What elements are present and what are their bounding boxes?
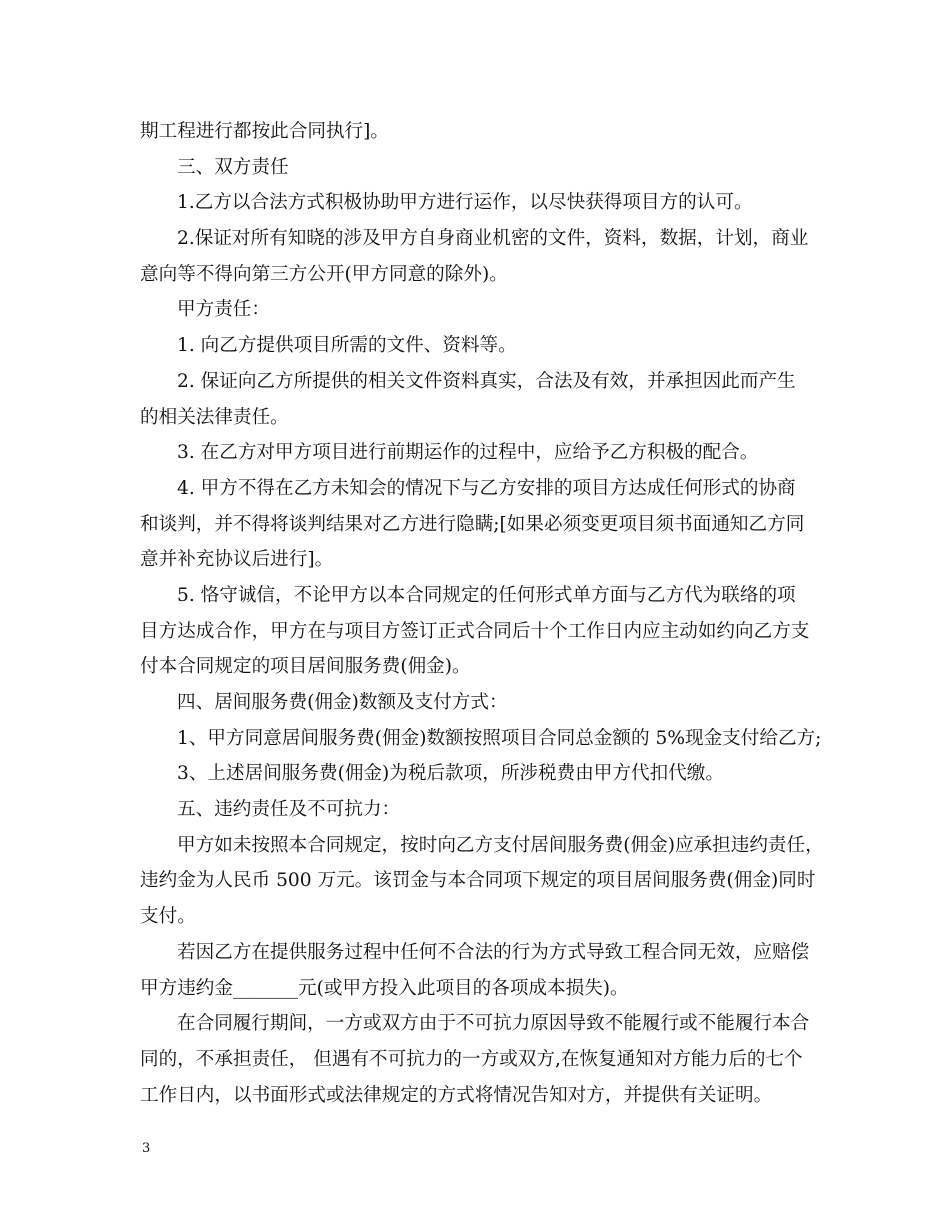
section-heading: 五、违约责任及不可抗力： [177, 799, 401, 821]
text-line: 4. 甲方不得在乙方未知会的情况下与乙方安排的项目方达成任何形式的协商 [177, 477, 796, 499]
text-line: 若因乙方在提供服务过程中任何不合法的行为方式导致工程合同无效，应赔偿 [177, 941, 810, 963]
text-line: 1、甲方同意居间服务费(佣金)数额按照项目合同总金额的 5%现金支付给乙方; [177, 727, 822, 749]
text-line: 3. 在乙方对甲方项目进行前期运作的过程中，应给予乙方积极的配合。 [177, 442, 759, 464]
page-number: 3 [142, 1141, 151, 1156]
text-line: 意向等不得向第三方公开(甲方同意的除外)。 [140, 263, 508, 285]
text-line: 甲方违约金_______元(或甲方投入此项目的各项成本损失)。 [140, 977, 629, 999]
section-heading: 三、双方责任 [177, 156, 289, 178]
text-line: 甲方如未按照本合同规定，按时向乙方支付居间服务费(佣金)应承担违约责任， [177, 834, 824, 856]
text-line: 违约金为人民币 500 万元。该罚金与本合同项下规定的项目居间服务费(佣金)同时 [140, 870, 816, 892]
document-body [140, 114, 824, 1113]
text-line: 5. 恪守诚信，不论甲方以本合同规定的任何形式单方面与乙方代为联络的项 [177, 584, 796, 606]
text-line: 在合同履行期间，一方或双方由于不可抗力原因导致不能履行或不能履行本合 [177, 1013, 810, 1035]
text-line: 1.乙方以合法方式积极协助甲方进行运作，以尽快获得项目方的认可。 [177, 192, 753, 214]
text-line: 2.保证对所有知晓的涉及甲方自身商业机密的文件，资料，数据，计划，商业 [177, 228, 809, 250]
text-line: 的相关法律责任。 [140, 406, 289, 428]
text-line: 同的，不承担责任， 但遇有不可抗力的一方或双方,在恢复通知对方能力后的七个 [140, 1048, 803, 1070]
text-line: 付本合同规定的项目居间服务费(佣金)。 [140, 656, 471, 678]
text-line: 目方达成合作，甲方在与项目方签订正式合同后十个工作日内应主动如约向乙方支 [140, 620, 810, 642]
text-line: 期工程进行都按此合同执行]。 [140, 121, 389, 142]
text-line: 3、上述居间服务费(佣金)为税后款项，所涉税费由甲方代扣代缴。 [177, 763, 724, 785]
text-line: 2. 保证向乙方所提供的相关文件资料真实，合法及有效，并承担因此而产生 [177, 370, 796, 392]
text-line: 和谈判，并不得将谈判结果对乙方进行隐瞒;[如果必须变更项目须书面通知乙方同 [140, 513, 805, 535]
section-heading: 四、居间服务费(佣金)数额及支付方式： [177, 692, 508, 713]
text-line: 意并补充协议后进行]。 [140, 549, 334, 571]
text-line: 支付。 [140, 906, 196, 928]
text-line: 工作日内，以书面形式或法律规定的方式将情况告知对方，并提供有关证明。 [140, 1084, 773, 1106]
text-line: 1. 向乙方提供项目所需的文件、资料等。 [177, 335, 517, 357]
subsection-heading: 甲方责任： [177, 299, 270, 321]
